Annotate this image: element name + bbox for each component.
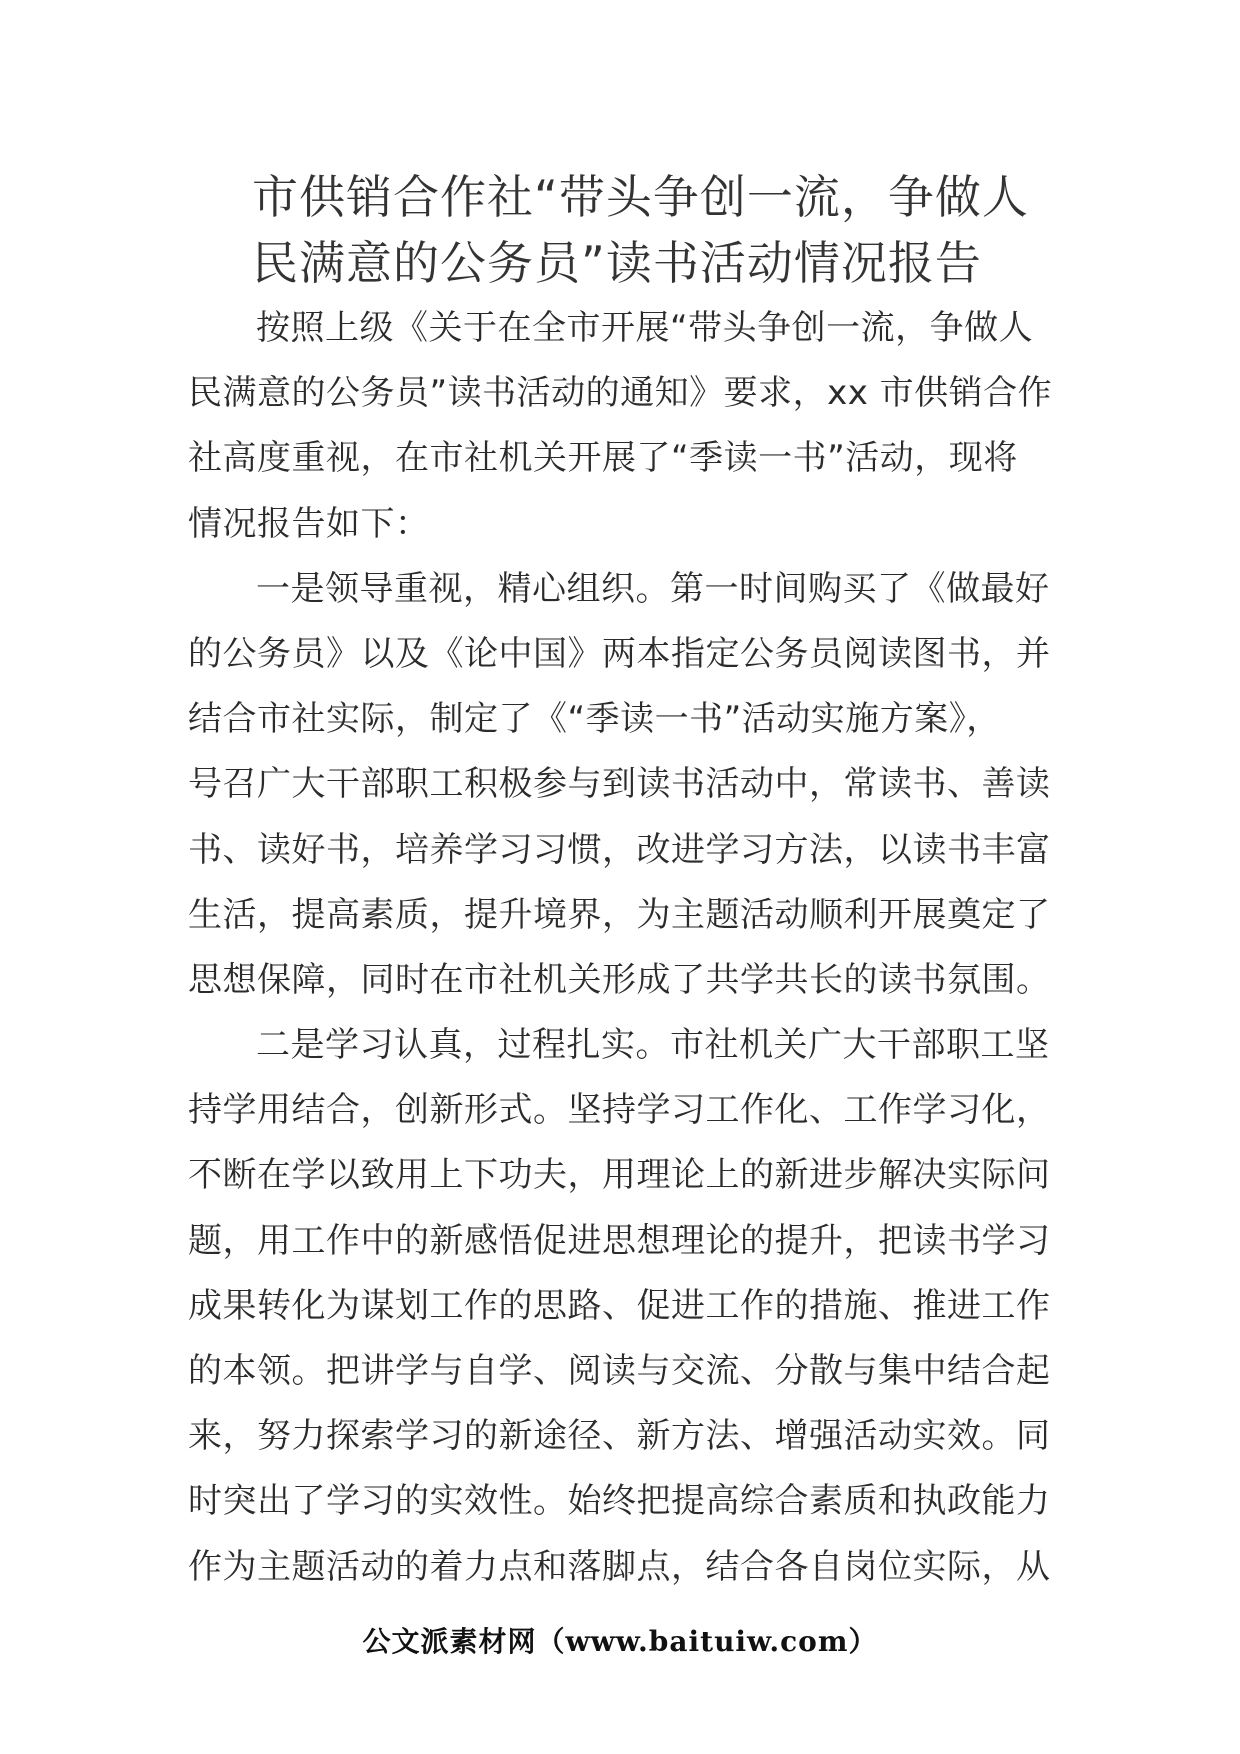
footer-watermark: 公文派素材网（www.baituiw.com）: [362, 1625, 878, 1658]
document-body: [188, 296, 1053, 1600]
body-line: 二是学习认真，过程扎实。市社机关广大干部职工坚: [256, 1025, 1050, 1066]
body-line: 的本领。把讲学与自学、阅读与交流、分散与集中结合起: [188, 1351, 1051, 1391]
body-line: 的公务员》以及《论中国》两本指定公务员阅读图书，并: [188, 633, 1051, 674]
body-line: 民满意的公务员”读书活动的通知》要求，xx 市供销合作: [188, 373, 1053, 414]
body-line: 按照上级《关于在全市开展“带头争创一流，争做人: [256, 308, 1034, 348]
title-line: 民满意的公务员”读书活动情况报告: [252, 236, 982, 290]
title-line: 市供销合作社“带头争创一流，争做人: [252, 170, 1029, 224]
body-line: 书、读好书，培养学习习惯，改进学习方法，以读书丰富: [188, 829, 1051, 870]
body-line: 号召广大干部职工积极参与到读书活动中，常读书、善读: [188, 764, 1051, 805]
body-line: 持学用结合，创新形式。坚持学习工作化、工作学习化，: [188, 1090, 1051, 1131]
body-line: 结合市社实际，制定了《“季读一书”活动实施方案》，: [188, 699, 1001, 740]
body-line: 思想保障，同时在市社机关形成了共学共长的读书氛围。: [188, 959, 1051, 1000]
body-line: 时突出了学习的实效性。始终把提高综合素质和执政能力: [188, 1481, 1051, 1522]
body-line: 作为主题活动的着力点和落脚点，结合各自岗位实际，从: [188, 1546, 1051, 1587]
body-line: 题，用工作中的新感悟促进思想理论的提升，把读书学习: [188, 1220, 1051, 1261]
body-line: 来，努力探索学习的新途径、新方法、增强活动实效。同: [188, 1416, 1051, 1457]
body-line: 生活，提高素质，提升境界，为主题活动顺利开展奠定了: [188, 894, 1051, 935]
body-line: 不断在学以致用上下功夫，用理论上的新进步解决实际问: [188, 1155, 1051, 1196]
body-line: 情况报告如下：: [188, 503, 430, 544]
body-line: 社高度重视，在市社机关开展了“季读一书”活动，现将: [188, 438, 1018, 479]
document-title: [252, 164, 1052, 296]
body-line: 一是领导重视，精心组织。第一时间购买了《做最好: [256, 568, 1050, 609]
body-line: 成果转化为谋划工作的思路、促进工作的措施、推进工作: [188, 1285, 1051, 1326]
